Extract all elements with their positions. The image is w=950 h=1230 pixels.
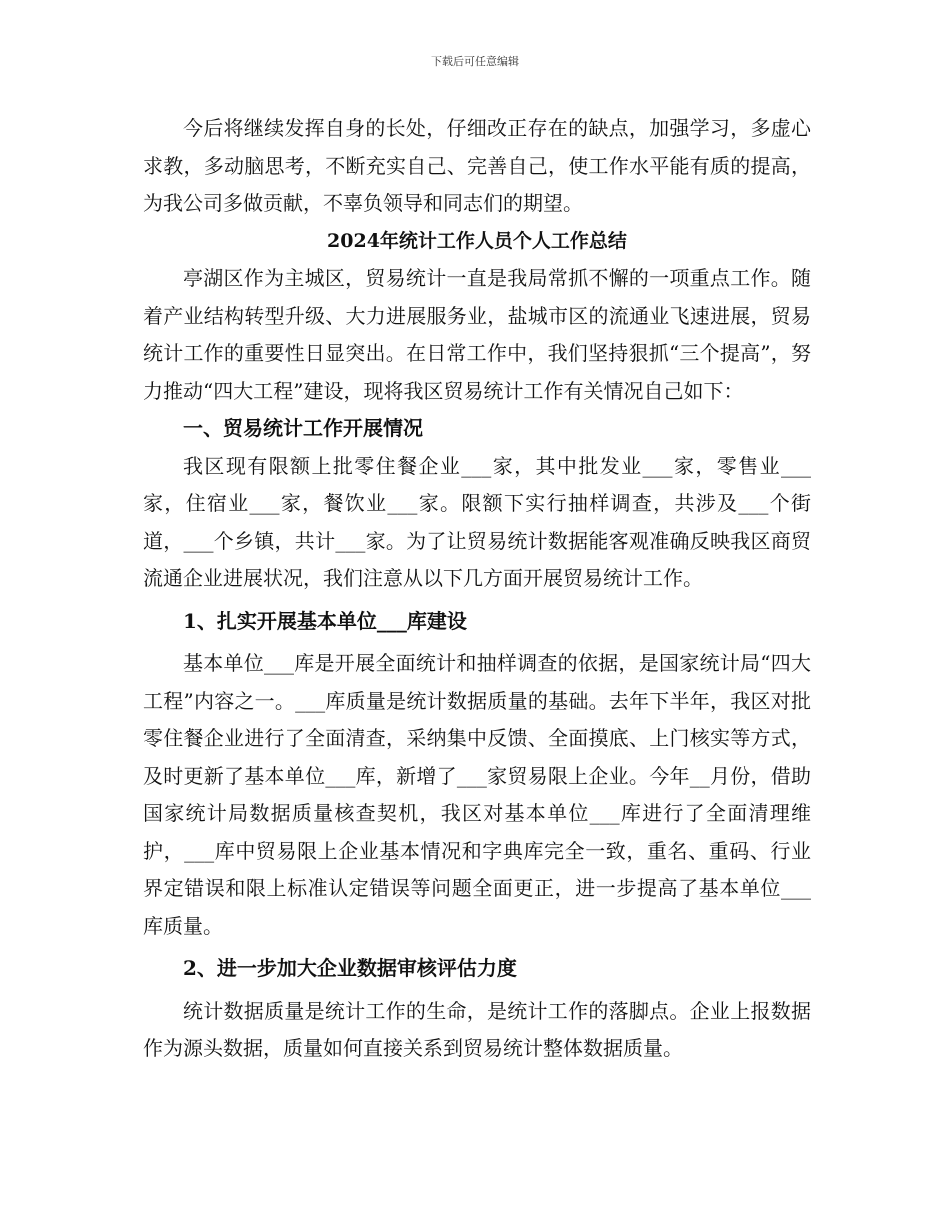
page-header: 下载后可任意编辑 [431,55,519,68]
subsection-1-paragraph: 基本单位___库是开展全面统计和抽样调查的依据，是国家统计局“四大工程”内容之一。___库质量是统计数据质量的基础。去年下半年，我区对批零住餐企业进行了全面清查，采纳集中反馈、全面摸底、上门核实等方式，及时更新了基本单位___库，新增了___家贸易限上企业。今年__月份，借助国家统计局数据质量核查契机，我区对基本单位___库进行了全面清理维护，___库中贸易限上企业基本情况和字典库完全一致，重名、重码、行业界定错误和限上标准认定错误等问题全面更正，进一步提高了基本单位___库质量。 [143,651,811,938]
intro-paragraph: 亭湖区作为主城区，贸易统计一直是我局常抓不懈的一项重点工作。随着产业结构转型升级、大力进展服务业，盐城市区的流通业飞速进展，贸易统计工作的重要性日显突出。在日常工作中，我们坚持狠抓“三个提高”，努力推动“四大工程”建设，现将我区贸易统计工作有关情况自己如下： [143,266,811,403]
subsection-heading-2: 2、进一步加大企业数据审核评估力度 [183,956,517,980]
document-body [143,110,811,1068]
closing-paragraph: 今后将继续发挥自身的长处，仔细改正存在的缺点，加强学习，多虚心求教，多动脑思考，不断充实自己、完善自己，使工作水平能有质的提高，为我公司多做贡献，不辜负领导和同志们的期望。 [143,116,811,215]
section-heading-1: 一、贸易统计工作开展情况 [183,416,423,440]
subsection-2-paragraph: 统计数据质量是统计工作的生命，是统计工作的落脚点。企业上报数据作为源头数据，质量如何直接关系到贸易统计整体数据质量。 [143,998,811,1060]
section-1-paragraph: 我区现有限额上批零住餐企业___家，其中批发业___家，零售业___家，住宿业___家，餐饮业___家。限额下实行抽样调查，共涉及___个街道，___个乡镇，共计___家。为了让贸易统计数据能客观准确反映我区商贸流通企业进展状况，我们注意从以下几方面开展贸易统计工作。 [143,453,811,590]
document-title: 2024年统计工作人员个人工作总结 [327,229,627,252]
subsection-heading-1: 1、扎实开展基本单位___库建设 [183,608,467,633]
